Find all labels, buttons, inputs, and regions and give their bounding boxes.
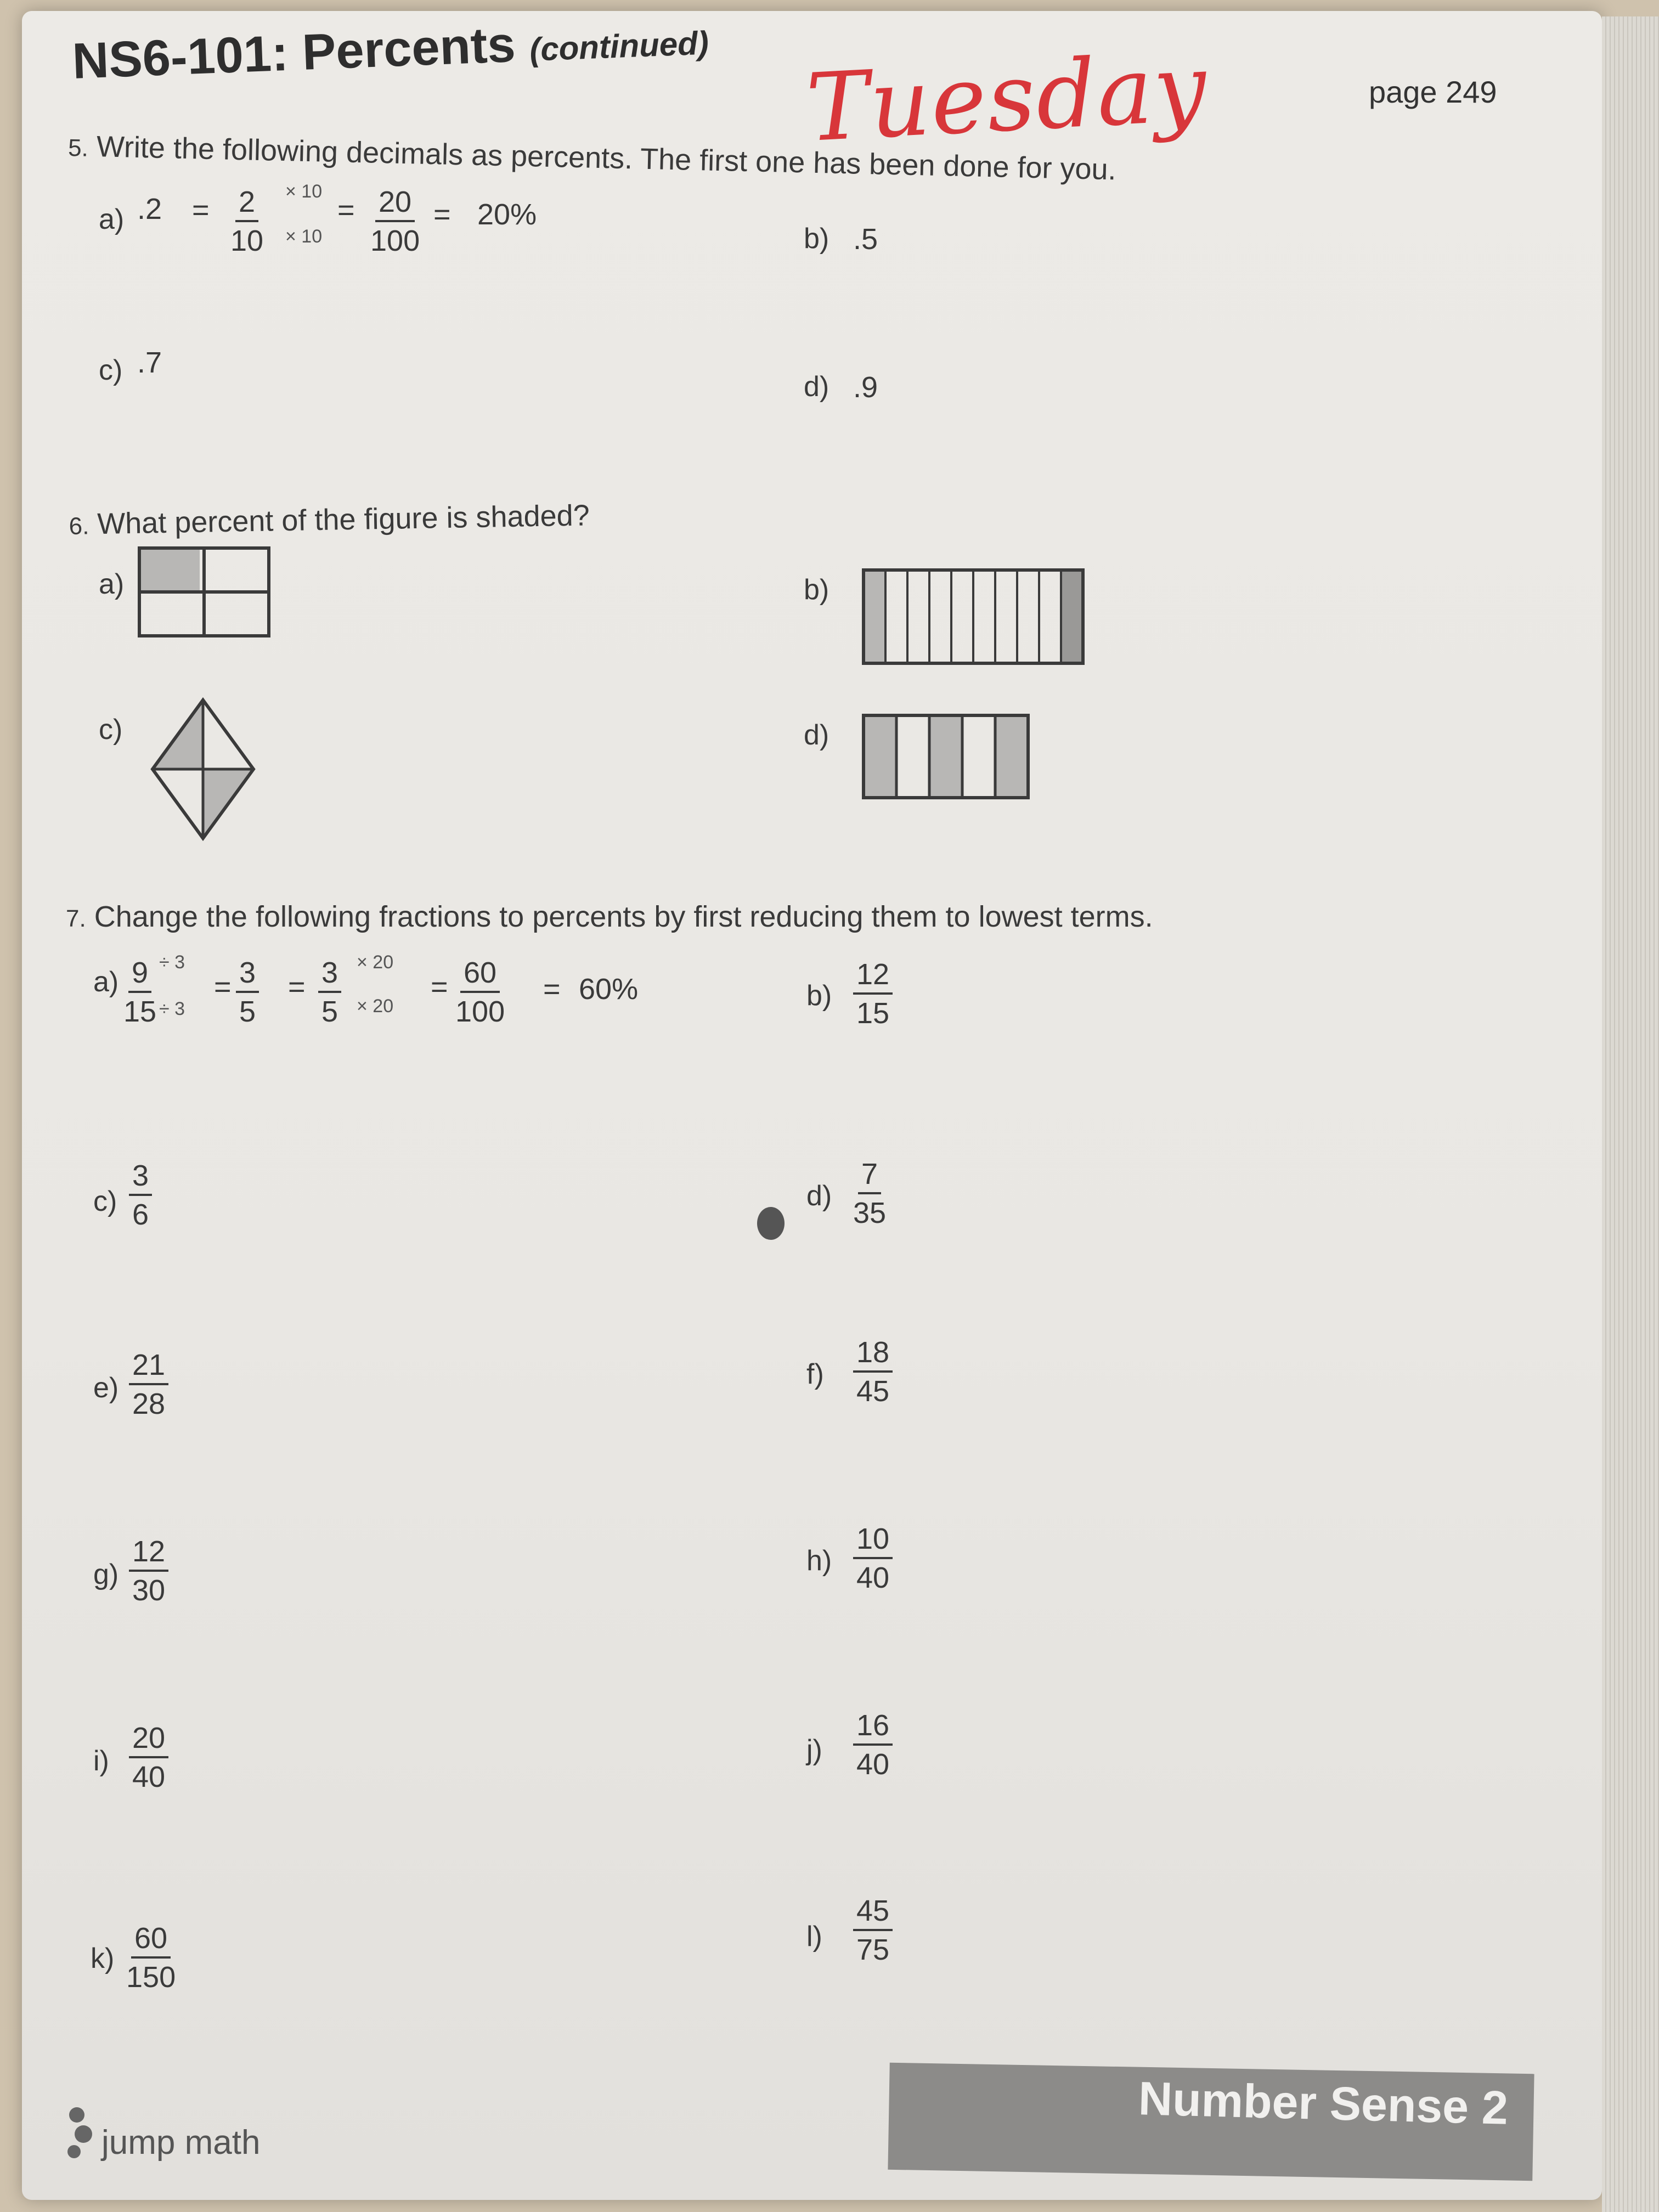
page-number: page 249	[1369, 75, 1497, 109]
q6c-figure	[148, 697, 258, 842]
q7c-num: 3	[129, 1160, 152, 1196]
q7c-label: c)	[93, 1186, 117, 1217]
q7k-fraction	[126, 1923, 176, 1993]
q5a-f2-den: 100	[370, 224, 420, 257]
q5-text: Write the following decimals as percents. The first one has been done for you.	[96, 130, 1117, 187]
q7b-label: b)	[806, 980, 832, 1012]
q7a-label: a)	[93, 966, 119, 998]
q7c-fraction	[129, 1160, 152, 1230]
q5a-fraction-2	[370, 187, 420, 256]
q7j-label: j)	[806, 1734, 822, 1766]
worksheet-page	[22, 11, 1602, 2200]
q7a-result: 60%	[579, 973, 639, 1006]
q7c-den: 6	[132, 1198, 149, 1231]
q7a-f1-den: 15	[123, 995, 157, 1028]
q7b-den: 15	[856, 996, 890, 1030]
q7a-equals-4: =	[543, 973, 561, 1006]
q5c-decimal: .7	[137, 346, 162, 379]
section-title: Number Sense 2	[1137, 2072, 1509, 2135]
q5a-equals-1: =	[192, 194, 210, 227]
q6a-shaded-cell	[139, 548, 200, 592]
q7-number: 7.	[66, 905, 86, 932]
q7d-den: 35	[853, 1196, 887, 1229]
q7l-num: 45	[853, 1895, 893, 1931]
q7h-den: 40	[856, 1561, 890, 1594]
q5a-equals-3: =	[433, 198, 451, 231]
q6a-figure	[137, 546, 274, 642]
q7f-num: 18	[853, 1337, 893, 1373]
q7a-times-bottom: × 20	[357, 996, 394, 1017]
q5a-fraction-1	[230, 187, 263, 256]
q7l-den: 75	[856, 1933, 890, 1966]
q7e-label: e)	[93, 1372, 119, 1404]
q5b-decimal: .5	[853, 223, 878, 256]
q7a-f2-den: 5	[239, 995, 256, 1028]
q6d-label: d)	[804, 719, 830, 751]
q6b-label: b)	[804, 574, 830, 606]
q7b-fraction	[853, 959, 893, 1029]
page-stack-edge	[1602, 16, 1659, 2212]
q5a-decimal: .2	[137, 193, 162, 225]
q7l-label: l)	[806, 1921, 822, 1953]
q7k-num: 60	[131, 1923, 171, 1959]
q7d-num: 7	[858, 1159, 881, 1194]
q5a-times-bottom: × 10	[285, 226, 323, 247]
q7a-fraction-4	[455, 957, 505, 1027]
q6-number: 6.	[69, 512, 89, 540]
q7-instruction	[66, 900, 1153, 934]
q7g-den: 30	[132, 1573, 166, 1607]
q7a-div-top: ÷ 3	[159, 952, 185, 973]
q7a-f3-den: 5	[321, 995, 338, 1028]
q7a-fraction-2	[236, 957, 259, 1027]
jump-math-logo-icon	[60, 2101, 99, 2162]
q7a-equals-1: =	[214, 970, 232, 1003]
handwritten-day: Tuesday	[804, 33, 1210, 163]
q6d-figure	[861, 713, 1031, 801]
q7a-f1-num: 9	[128, 957, 151, 993]
q7a-equals-2: =	[288, 970, 306, 1003]
q7i-label: i)	[93, 1745, 109, 1777]
q5a-f2-num: 20	[375, 187, 415, 222]
q6c-label: c)	[99, 714, 123, 746]
q7k-den: 150	[126, 1960, 176, 1994]
q7d-fraction	[853, 1159, 886, 1228]
title-continued: (continued)	[529, 24, 709, 68]
q7h-num: 10	[853, 1523, 893, 1559]
q7f-label: f)	[806, 1358, 824, 1390]
q7k-label: k)	[91, 1943, 115, 1974]
q7a-times-top: × 20	[357, 952, 394, 973]
q7a-f2-num: 3	[236, 957, 259, 993]
q5a-times-top: × 10	[285, 181, 323, 202]
q6-text: What percent of the figure is shaded?	[97, 499, 590, 541]
q7i-den: 40	[132, 1760, 166, 1793]
q7j-num: 16	[853, 1710, 893, 1746]
q7e-fraction	[129, 1350, 168, 1419]
q7a-f3-num: 3	[318, 957, 341, 993]
q7f-fraction	[853, 1337, 893, 1407]
q5a-label: a)	[99, 204, 125, 235]
q7-text: Change the following fractions to percents by first reducing them to lowest terms.	[94, 900, 1153, 933]
q7e-den: 28	[132, 1387, 166, 1420]
q5a-f1-den: 10	[230, 224, 264, 257]
q7g-fraction	[129, 1536, 168, 1606]
q7b-num: 12	[853, 959, 893, 995]
q7h-fraction	[853, 1523, 893, 1593]
q7g-label: g)	[93, 1559, 119, 1590]
q7a-f4-num: 60	[460, 957, 500, 993]
q7a-equals-3: =	[431, 970, 448, 1003]
q7j-den: 40	[856, 1747, 890, 1781]
q5c-label: c)	[99, 354, 123, 386]
q7f-den: 45	[856, 1374, 890, 1408]
q7i-num: 20	[129, 1723, 168, 1758]
q6b-figure	[861, 568, 1086, 669]
q7e-num: 21	[129, 1350, 168, 1385]
q5a-equals-2: =	[337, 194, 355, 227]
q7g-num: 12	[129, 1536, 168, 1572]
q7h-label: h)	[806, 1545, 832, 1577]
q7i-fraction	[129, 1723, 168, 1792]
brand-logo-text: jump math	[101, 2124, 261, 2162]
q7a-f4-den: 100	[455, 995, 505, 1028]
q5d-decimal: .9	[853, 371, 878, 404]
q6a-label: a)	[99, 568, 125, 600]
q7a-div-bottom: ÷ 3	[159, 998, 185, 1019]
q7d-label: d)	[806, 1180, 832, 1212]
q5a-result: 20%	[477, 198, 537, 231]
q7a-fraction-1	[123, 957, 156, 1027]
q5a-f1-num: 2	[235, 187, 258, 222]
q7l-fraction	[853, 1895, 893, 1965]
q5-number: 5.	[67, 134, 89, 162]
q7a-fraction-3	[318, 957, 341, 1027]
q7j-fraction	[853, 1710, 893, 1780]
q5b-label: b)	[804, 223, 830, 255]
ink-blot	[757, 1207, 785, 1240]
q5d-label: d)	[804, 371, 830, 403]
title-text: NS6-101: Percents	[71, 16, 517, 89]
